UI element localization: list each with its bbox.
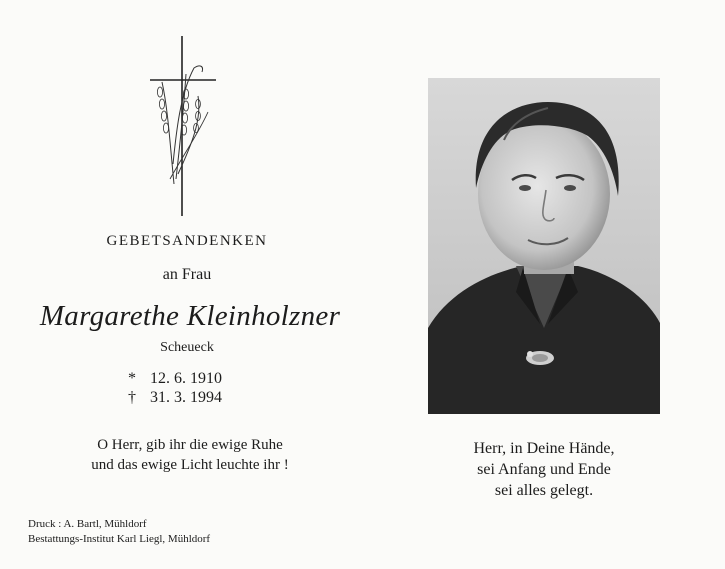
card-heading: GEBETSANDENKEN xyxy=(106,233,268,249)
printer-line-2: Bestattungs-Institut Karl Liegl, Mühldorf xyxy=(28,533,211,545)
death-symbol: † xyxy=(128,389,136,406)
place-name: Scheueck xyxy=(160,340,214,355)
birth-symbol: * xyxy=(128,370,136,387)
prayer-verse xyxy=(20,435,360,475)
death-date: 31. 3. 1994 xyxy=(150,389,222,406)
life-dates xyxy=(128,369,222,407)
closing-line-3: sei alles gelegt. xyxy=(494,482,594,499)
birth-date: 12. 6. 1910 xyxy=(150,370,222,387)
closing-verse xyxy=(428,438,660,501)
birth-row xyxy=(128,369,222,388)
portrait-illustration xyxy=(428,78,660,414)
printer-credits xyxy=(28,517,210,547)
closing-line-2: sei Anfang und Ende xyxy=(477,461,611,478)
salutation: an Frau xyxy=(162,266,212,283)
death-row xyxy=(128,388,222,407)
deceased-name: Margarethe Kleinholzner xyxy=(39,300,341,332)
brooch xyxy=(526,351,554,365)
portrait-photo xyxy=(428,78,660,414)
cross-with-wheat-icon xyxy=(140,34,230,219)
prayer-line-1: O Herr, gib ihr die ewige Ruhe xyxy=(97,437,283,453)
prayer-line-2: und das ewige Licht leuchte ihr ! xyxy=(91,457,289,473)
printer-line-1: Druck : A. Bartl, Mühldorf xyxy=(28,518,147,530)
closing-line-1: Herr, in Deine Hände, xyxy=(473,440,615,457)
